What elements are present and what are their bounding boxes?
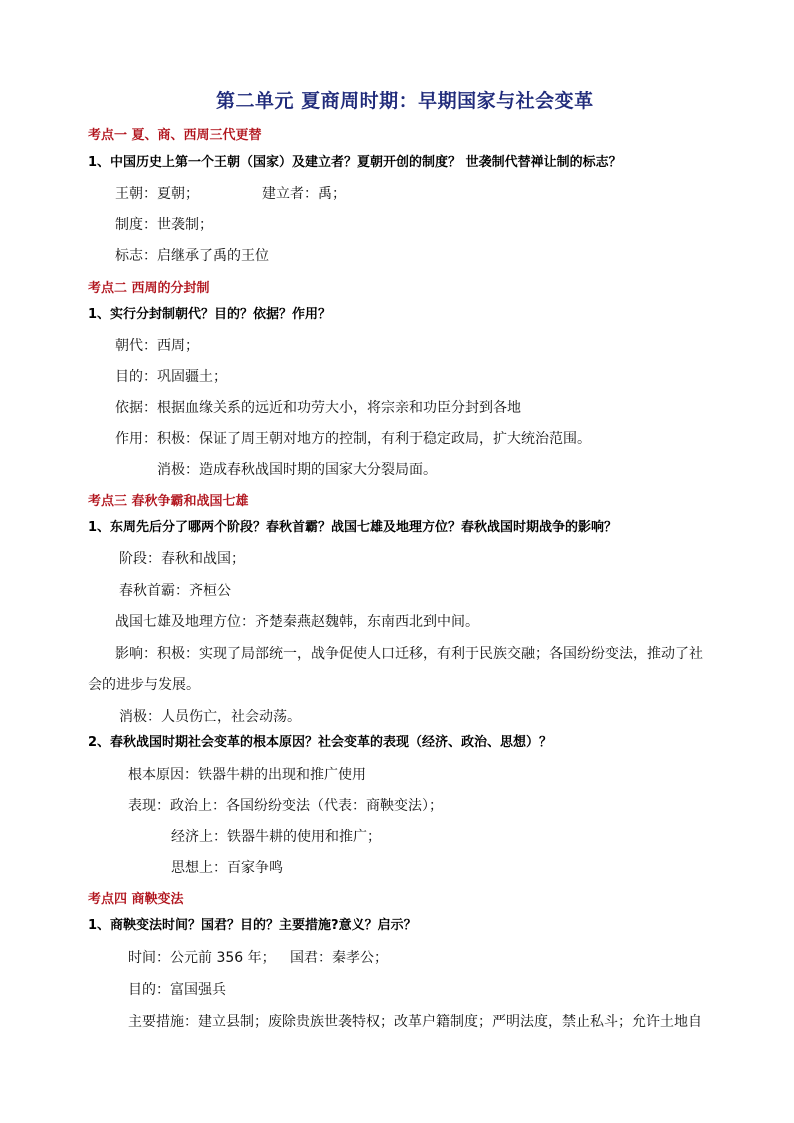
answer-line: 消极：人员伤亡，社会动荡。 [119, 709, 301, 725]
answer-line: 标志：启继承了禹的王位 [115, 248, 269, 264]
answer-line: 春秋首霸：齐桓公 [119, 583, 231, 599]
question: 1、中国历史上第一个王朝（国家）及建立者？夏朝开创的制度？ 世袭制代替禅让制的标志？ [88, 155, 622, 170]
section-heading: 考点二 西周的分封制 [88, 281, 210, 296]
answer-line: 会的进步与发展。 [88, 677, 200, 693]
page-title: 第二单元 夏商周时期：早期国家与社会变革 [216, 90, 594, 112]
question: 1、实行分封制朝代？目的？依据？作用？ [88, 307, 332, 322]
section-heading: 考点四 商鞅变法 [88, 892, 184, 907]
answer-line: 目的：巩固疆土； [115, 369, 227, 385]
answer-line: 王朝：夏朝； [115, 186, 199, 202]
question: 1、东周先后分了哪两个阶段？春秋首霸？战国七雄及地理方位？春秋战国时期战争的影响？ [88, 520, 618, 535]
answer-line: 影响：积极：实现了局部统一，战争促使人口迁移，有利于民族交融；各国纷纷变法，推动了社 [115, 646, 703, 662]
answer-line: 经济上：铁器牛耕的使用和推广； [171, 829, 381, 845]
answer-line: 战国七雄及地理方位：齐楚秦燕赵魏韩，东南西北到中间。 [115, 614, 479, 630]
answer-line: 消极：造成春秋战国时期的国家大分裂局面。 [157, 462, 437, 478]
answer-line: 朝代：西周； [115, 338, 199, 354]
answer-line: 时间：公元前 356 年； [128, 950, 276, 966]
answer-line: 思想上：百家争鸣 [171, 860, 283, 876]
answer-line: 依据：根据血缘关系的远近和功劳大小，将宗亲和功臣分封到各地 [115, 400, 521, 416]
question: 2、春秋战国时期社会变革的根本原因？社会变革的表现（经济、政治、思想）？ [88, 735, 553, 750]
answer-line: 建立者：禹； [262, 186, 346, 202]
section-heading: 考点一 夏、商、西周三代更替 [88, 128, 262, 143]
question: 1、商鞅变法时间？国君？目的？主要措施?意义？启示？ [88, 918, 417, 933]
answer-line: 目的：富国强兵 [128, 982, 226, 998]
answer-line: 制度：世袭制； [115, 217, 213, 233]
answer-line: 表现：政治上：各国纷纷变法（代表：商鞅变法）； [128, 798, 443, 814]
answer-line: 国君：秦孝公； [290, 950, 388, 966]
answer-line: 作用：积极：保证了周王朝对地方的控制，有利于稳定政局，扩大统治范围。 [115, 431, 591, 447]
answer-line: 主要措施：建立县制；废除贵族世袭特权；改革户籍制度；严明法度，禁止私斗；允许土地自 [128, 1014, 702, 1030]
answer-line: 根本原因：铁器牛耕的出现和推广使用 [128, 767, 366, 783]
answer-line: 阶段：春秋和战国； [119, 551, 245, 567]
section-heading: 考点三 春秋争霸和战国七雄 [88, 494, 249, 509]
